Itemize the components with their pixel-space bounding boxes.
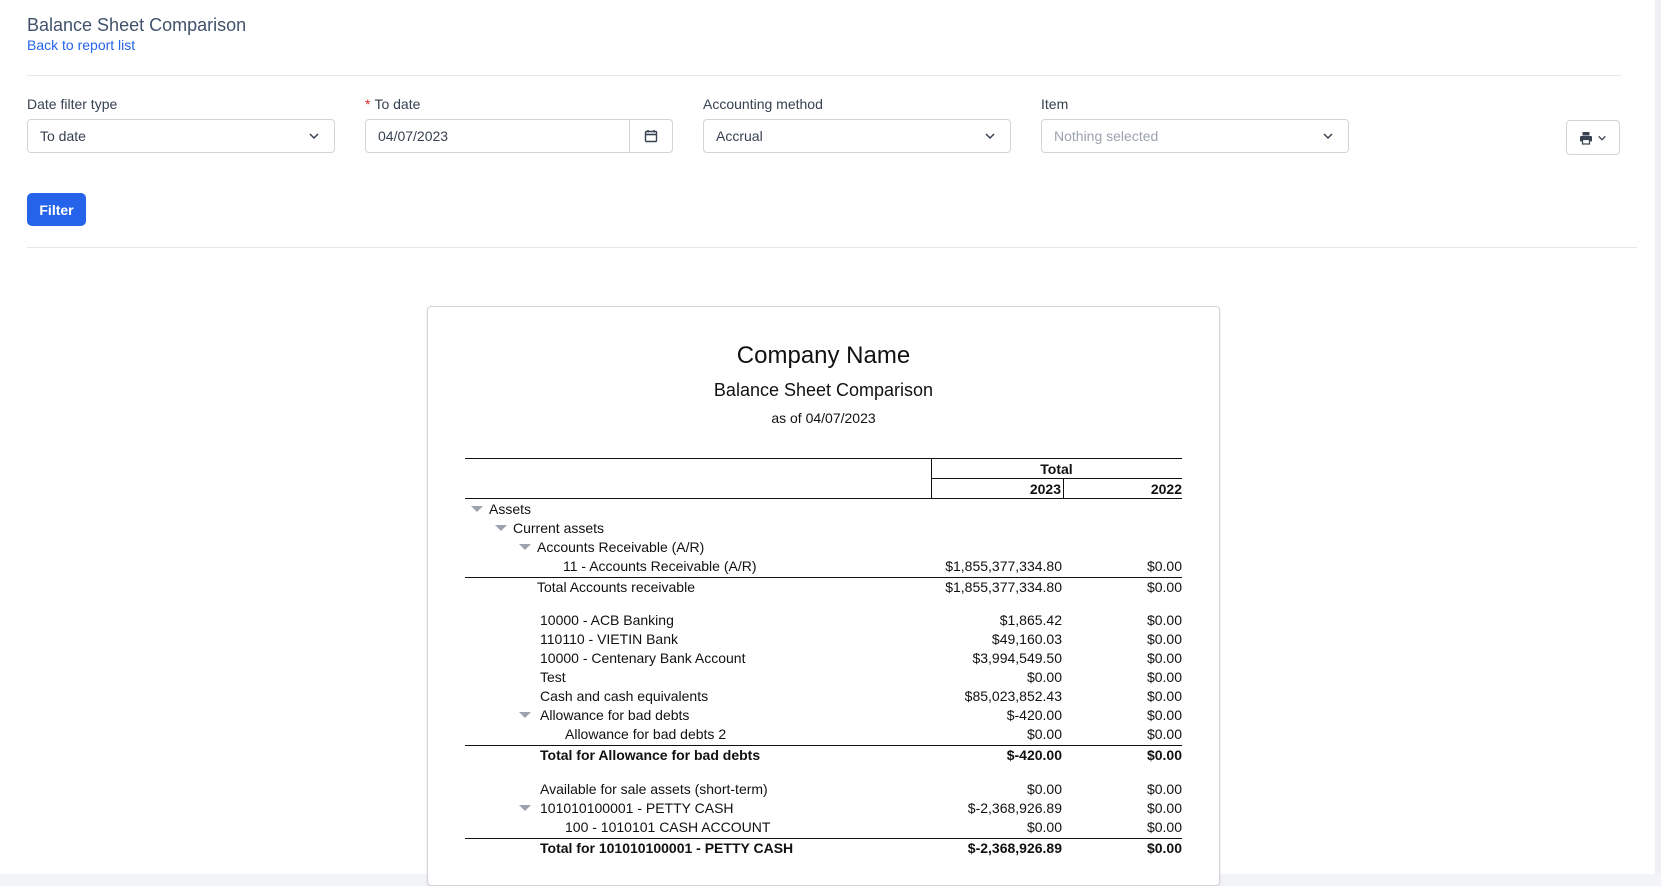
row-label: 10000 - Centenary Bank Account [540, 650, 746, 666]
row-label: 101010100001 - PETTY CASH [540, 800, 734, 816]
value-2023: $-2,368,926.89 [967, 800, 1062, 816]
row-label: Total for Allowance for bad debts [540, 747, 761, 763]
row-label: Current assets [513, 520, 605, 536]
value-2023: $-2,368,926.89 [967, 840, 1062, 856]
table-row [465, 818, 1182, 837]
row-label: Assets [489, 501, 532, 517]
table-row [465, 557, 1182, 576]
value-2023: $1,865.42 [999, 612, 1062, 628]
accounting-method-select[interactable] [703, 119, 1011, 153]
table-row [465, 649, 1182, 668]
to-date-input[interactable] [366, 120, 630, 152]
row-label: Cash and cash equivalents [540, 688, 709, 704]
value-2022: $0.00 [1146, 650, 1182, 666]
column-header-2023: 2023 [1029, 481, 1061, 497]
table-rule [931, 478, 1182, 479]
caret-down-icon[interactable] [519, 805, 531, 811]
value-2023: $0.00 [1026, 781, 1062, 797]
value-2022: $0.00 [1146, 688, 1182, 704]
value-2022: $0.00 [1146, 558, 1182, 574]
value-2023: $1,855,377,334.80 [945, 558, 1062, 574]
report-title: Balance Sheet Comparison [713, 380, 934, 400]
calendar-button[interactable] [629, 120, 672, 152]
value-2022: $0.00 [1146, 669, 1182, 685]
page-title: Balance Sheet Comparison [27, 15, 247, 35]
value-2022: $0.00 [1146, 631, 1182, 647]
value-2022: $0.00 [1146, 819, 1182, 835]
value-2022: $0.00 [1146, 726, 1182, 742]
value-2022: $0.00 [1146, 800, 1182, 816]
to-date-label-text: To date [374, 96, 421, 112]
column-header-total: Total [1040, 461, 1073, 477]
accounting-method-label: Accounting method [703, 96, 823, 112]
row-label: Total for 101010100001 - PETTY CASH [540, 840, 794, 856]
row-label: 11 - Accounts Receivable (A/R) [563, 558, 757, 574]
row-label: 100 - 1010101 CASH ACCOUNT [565, 819, 771, 835]
value-2023: $49,160.03 [991, 631, 1062, 647]
caret-down-icon[interactable] [519, 544, 531, 550]
table-rule [465, 458, 1182, 459]
table-row [465, 630, 1182, 649]
to-date-field [365, 119, 673, 153]
required-mark: * [365, 96, 371, 112]
value-2022: $0.00 [1146, 747, 1182, 763]
report-subtitle: as of 04/07/2023 [771, 410, 876, 426]
table-row [465, 500, 1182, 519]
value-2023: $3,994,549.50 [972, 650, 1062, 666]
value-2023: $85,023,852.43 [964, 688, 1062, 704]
value-2022: $0.00 [1146, 579, 1182, 595]
table-row [465, 725, 1182, 744]
value-2023: $0.00 [1026, 726, 1062, 742]
table-row [465, 538, 1182, 557]
row-label: Total Accounts receivable [537, 579, 695, 595]
divider [27, 75, 1621, 76]
table-row [465, 839, 1182, 858]
caret-down-icon[interactable] [495, 525, 507, 531]
table-row [465, 668, 1182, 687]
chevron-down-icon [1597, 133, 1607, 143]
date-filter-type-label: Date filter type [27, 96, 118, 112]
calendar-icon [644, 129, 658, 143]
caret-down-icon[interactable] [519, 712, 531, 718]
row-label: 110110 - VIETIN Bank [540, 631, 678, 647]
value-2022: $0.00 [1146, 707, 1182, 723]
chevron-down-icon [308, 130, 320, 142]
row-label: Available for sale assets (short-term) [540, 781, 768, 797]
item-placeholder: Nothing selected [1054, 128, 1159, 144]
row-label: 10000 - ACB Banking [540, 612, 674, 628]
table-row [465, 706, 1182, 725]
value-2023: $1,855,377,334.80 [945, 579, 1062, 595]
value-2023: $-420.00 [1006, 747, 1062, 763]
table-row [465, 799, 1182, 818]
value-2022: $0.00 [1146, 840, 1182, 856]
table-row [465, 780, 1182, 799]
value-2023: $0.00 [1026, 819, 1062, 835]
company-name: Company Name [736, 342, 911, 369]
row-label: Test [540, 669, 566, 685]
date-filter-type-select[interactable] [27, 119, 335, 153]
table-row [465, 687, 1182, 706]
report-panel [427, 306, 1220, 886]
value-2022: $0.00 [1146, 612, 1182, 628]
column-header-2022: 2022 [1150, 481, 1182, 497]
value-2023: $0.00 [1026, 669, 1062, 685]
value-2023: $-420.00 [1006, 707, 1062, 723]
table-row [465, 519, 1182, 538]
table-row [465, 611, 1182, 630]
item-label: Item [1041, 96, 1069, 112]
chevron-down-icon [984, 130, 996, 142]
table-rule [1063, 478, 1064, 498]
date-filter-type-value: To date [40, 128, 86, 144]
row-label: Allowance for bad debts 2 [565, 726, 727, 742]
print-menu-button[interactable] [1566, 120, 1620, 155]
item-select[interactable] [1041, 119, 1349, 153]
divider [27, 247, 1637, 248]
to-date-label [365, 96, 420, 112]
table-row [465, 578, 1182, 597]
printer-icon [1579, 131, 1593, 145]
row-label: Accounts Receivable (A/R) [537, 539, 705, 555]
value-2022: $0.00 [1146, 781, 1182, 797]
accounting-method-value: Accrual [716, 128, 763, 144]
chevron-down-icon [1322, 130, 1334, 142]
caret-down-icon[interactable] [471, 506, 483, 512]
table-rule [465, 498, 1182, 499]
table-row [465, 746, 1182, 765]
page-edge [1655, 0, 1661, 874]
filter-button[interactable]: Filter [27, 193, 86, 226]
row-label: Allowance for bad debts [540, 707, 690, 723]
back-to-report-list-link[interactable]: Back to report list [27, 37, 136, 53]
